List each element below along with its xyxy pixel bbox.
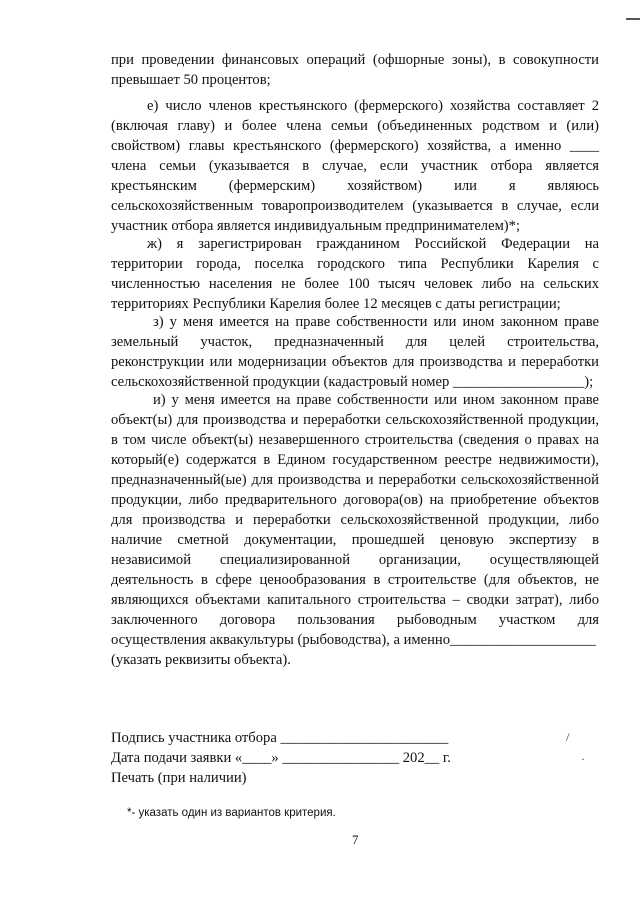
text-line: сельскохозяйственным товаропроизводителем (указывается в случае, если (111, 198, 599, 214)
footnote: *- указать один из вариантов критерия. (127, 807, 336, 819)
text-line: свойством) главы крестьянского (фермерского) хозяйства, а именно ____ (111, 138, 599, 154)
page-corner-mark (626, 0, 640, 20)
paragraph-z-start: з) у меня имеется на праве собственности или ином законном праве (153, 314, 599, 330)
page-number: 7 (352, 832, 359, 847)
seal-line: Печать (при наличии) (111, 770, 247, 786)
text-line: для производства и переработки сельскохозяйственной продукции, либо (111, 512, 599, 528)
text-line: объект(ы) для производства и переработки сельскохозяйственной продукции, (111, 412, 599, 428)
cadastral-number-line: сельскохозяйственной продукции (кадастровый номер __________________); (111, 374, 594, 390)
text-line: (включая главу) и более члена семьи (объединенных родством и (или) (111, 118, 599, 134)
text-line: при проведении финансовых операций (офшорные зоны), в совокупности (111, 52, 599, 68)
text-line: независимой специализированной организации, осуществляющей (111, 552, 599, 568)
text-line: продукции, либо предварительного договора(ов) на приобретение объектов (111, 492, 599, 508)
text-line: территории города, поселка городского типа Республики Карелия с (111, 256, 599, 272)
text-line: земельный участок, предназначенный для целей строительства, (111, 334, 599, 350)
scan-mark: / (566, 730, 570, 744)
paragraph-i-start: и) у меня имеется на праве собственности или ином законном праве (153, 392, 599, 408)
text-line: деятельность в сфере ценообразования в строительстве (для объектов, не (111, 572, 599, 588)
paragraph-zh-start: ж) я зарегистрирован гражданином Российской Федерации на (147, 236, 599, 252)
scan-mark: · (581, 752, 585, 766)
text-line: члена семьи (указывается в случае, если участник отбора является (111, 158, 599, 174)
text-line: являющихся объектами капитального строительства – сводки затрат), либо (111, 592, 599, 608)
paragraph-e-start: е) число членов крестьянского (фермерского) хозяйства составляет 2 (147, 98, 599, 114)
text-line: в том числе объект(ы) незавершенного строительства (сведения о правах на (111, 432, 599, 448)
submission-date-line: Дата подачи заявки «____» ________________ 202__ г. (111, 750, 451, 766)
text-line: заключенного договора пользования рыбоводным участком для (111, 612, 599, 628)
text-line: превышает 50 процентов; (111, 72, 271, 88)
object-details-line: осуществления аквакультуры (рыбоводства), а именно____________________ (111, 632, 596, 648)
text-line: (указать реквизиты объекта). (111, 652, 291, 668)
text-line: который(е) содержатся в Едином государственном реестре недвижимости), (111, 452, 599, 468)
text-line: наличие сметной документации, прошедшей ценовую экспертизу в (111, 532, 599, 548)
text-line: численностью населения не более 100 тысяч человек либо на сельских (111, 276, 599, 292)
text-line: территориях Республики Карелия более 12 месяцев с даты регистрации; (111, 296, 561, 312)
text-line: крестьянским (фермерским) хозяйством) или я являюсь (111, 178, 599, 194)
text-line: участник отбора является индивидуальным предпринимателем)*; (111, 218, 521, 234)
text-line: предназначенный(ые) для производства и переработки сельскохозяйственной (111, 472, 599, 488)
text-line: реконструкции или модернизации объектов для производства и переработки (111, 354, 599, 370)
signature-line: Подпись участника отбора _______________________ (111, 730, 449, 746)
